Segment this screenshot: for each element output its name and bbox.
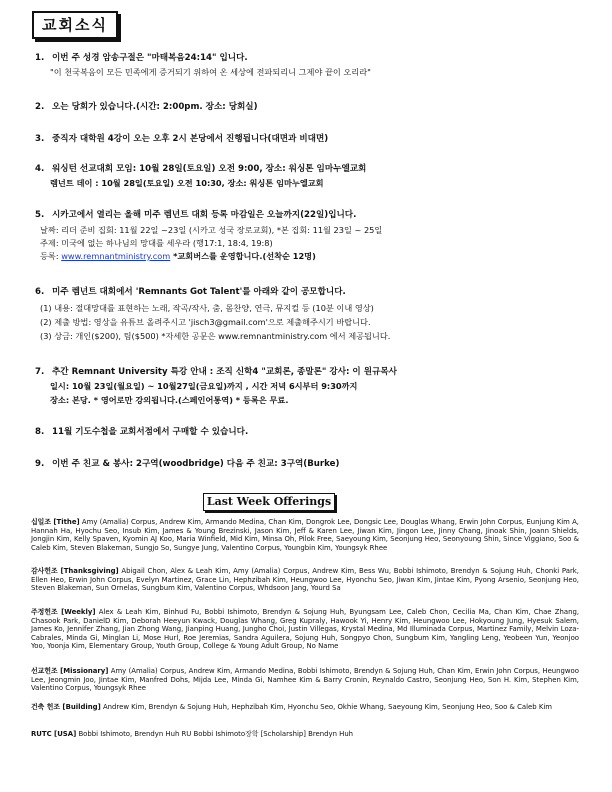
item-number: 9. [35,459,45,469]
offering-group-rutc [31,730,579,739]
offering-label: 건축 헌조 [Building] [31,703,101,711]
item-text: 이번 주 성경 암송구절은 "마태복음24:14" 입니다. [52,53,248,63]
offering-group-thanksgiving [31,567,579,593]
news-item-2 [35,101,595,113]
item-text: 추간 Remnant University 특강 안내 : 조직 신학4 "교회론, 종말론" 강사: 이 원규목사 [52,367,397,377]
item-6-content: (1) 내용: 절대망대를 표현하는 노래, 작곡/작사, 춤, 몸찬양, 연극, 뮤지컬 등 (10분 이내 영상) [40,303,374,313]
bus-note: *교회버스를 운영합니다.(선착순 12명) [170,251,316,261]
item-number: 6. [35,287,45,297]
offering-group-weekly [31,608,579,651]
item-number: 8. [35,427,45,437]
item-text: 시카고에서 열리는 올해 미주 렘넌트 대회 등록 마감일은 오늘까지(22일)입니다. [52,210,357,220]
item-7-schedule: 일시: 10월 23일(월요일) ~ 10월27일(금요일)까지 , 시간 저녁 6시부터 9:30까지 [50,381,358,391]
offering-group-missionary [31,667,579,693]
news-item-5 [35,209,595,221]
item-text: 11월 기도수첩을 교회서점에서 구매할 수 있습니다. [52,427,249,437]
offerings-title: Last Week Offerings [203,493,335,511]
offering-label: RUTC [USA] [31,730,77,738]
item-6-submission: (2) 제출 방법: 영상을 유튜브 올려주시고 'jisch3@gmail.com'으로 제출해주시기 바랍니다. [40,317,371,327]
item-4-remnant-day: 렘넌트 데이 : 10월 28일(토요일) 오전 10:30, 장소: 워싱톤 임마누엘교회 [50,178,324,188]
item-text: 중직자 대학원 4강이 오는 오후 2시 본당에서 진행됩니다(대면과 비대면) [52,134,329,144]
item-5-date: 날짜: 리더 준비 집회: 11월 22일 ~23일 (시카고 성국 장로교회), *본 집회: 11월 23일 ~ 25일 [40,225,383,235]
offering-label: 주정헌조 [Weekly] [31,608,96,616]
item-text: 오는 당회가 있습니다.(시간: 2:00pm. 장소: 당회실) [52,102,258,112]
offering-group-building [31,703,579,712]
item-number: 5. [35,210,45,220]
page-title: 교회소식 [32,11,118,39]
news-item-3 [35,133,595,145]
news-item-8 [35,426,595,438]
item-number: 7. [35,367,45,377]
registration-label: 등록: [40,251,62,261]
offering-label: 선교헌조 [Missionary] [31,667,109,675]
offering-label: 감사헌조 [Thanksgiving] [31,567,119,575]
news-item-7 [35,366,595,378]
offering-names: Abigail Chon, Alex & Leah Kim, Amy (Amalia) Corpus, Andrew Kim, Bess Wu, Bobbi Ishimoto, Brendyn & Sojung Huh, Chonki Park, Ellen Heo, Erwin John Corpus, Evelyn Martinez, Grace Lin, Hephzibah Kim, Heungwoo Lee, Hyonchu Seo, Jiwan Kim, Jintae Kim, Pyong Arsenio, Seonjung Heo, Steven Blakeman, Sun Ornelas, Sungbum Kim, Valentino Corpus, Whdsoon Jang, Yourd Sa [31,567,579,593]
offering-names: Amy (Amalia) Corpus, Andrew Kim, Armando Medina, Bobbi Ishimoto, Brendyn & Sojung Huh, Chan Kim, Erwin John Corpus, Heungwoo Lee, Jeongmin Joo, Jintae Kim, Manfred Dohs, Mijda Lee, Minda Gi, Namhee Kim & Barry Cronin, Reynaldo Castro, Seonjung Heo, Son H. Kim, Stephen Kim, Valentino Corpus, Youngsyk Rhee [31,667,579,693]
offering-label: 십일조 [Tithe] [31,518,80,526]
offering-names: Andrew Kim, Brendyn & Sojung Huh, Hephzibah Kim, Hyonchu Seo, Okhie Whang, Saeyoung Kim, Seonjung Heo, Soo & Caleb Kim [102,703,552,711]
offering-names: Alex & Leah Kim, Binhud Fu, Bobbi Ishimoto, Brendyn & Sojung Huh, Byungsam Lee, Caleb Chon, Cecilia Ma, Chan Kim, Chae Zhang, Chasook Park, DanielD Kim, Deborah Heeyun Kwack, Douglas Whang, Greg Kupraly, Hawook Yi, Henry Kim, Heungwoo Lee, Hokyoung Jung, Hyesuk Salem, James Ko, Jennifer Zhang, Jian Zhong Wang, Jianping Huang, Jungho Choi, Justin Villegas, Krystal Medina, Md Illuminada Corpus, Martinez Family, Melvin Loza-Cabrales, Minda Gi, Minglan Li, Mose Hurl, Roe Jeremias, Sandra Aguilera, Sojung Huh, Songpyo Chon, Sungbum Kim, Yangling Leng, Yeobeen Yun, Yeonjoo Yoo, Yoonja Kim, Elementary Group, Youth Group, College & Young Adult Group, No Name [31,608,580,651]
news-item-1 [35,52,595,64]
item-6-prize: (3) 상금: 개인($200), 팀($500) *자세한 공문은 www.remnantministry.com 에서 제공됩니다. [40,331,391,341]
remnant-ministry-link[interactable]: www.remnantministry.com [61,251,171,261]
offering-names: Bobbi Ishimoto, Brendyn Huh RU Bobbi Ishimoto장학 [Scholarship] Brendyn Huh [78,730,354,738]
news-item-9 [35,458,595,470]
news-item-6 [35,286,595,298]
item-number: 3. [35,134,45,144]
item-number: 4. [35,164,45,174]
item-1-verse: "이 천국복음이 모든 민족에게 증거되기 위하여 온 세상에 전파되리니 그제야 끝이 오리라" [50,67,371,77]
item-text: 미주 렘넌트 대회에서 'Remnants Got Talent'를 아래와 같이 공모합니다. [52,287,346,297]
item-number: 1. [35,53,45,63]
item-5-registration [40,250,590,262]
item-7-location: 장소: 본당. * 영어로만 강의됩니다.(스페인어통역) * 등록은 무료. [50,395,289,405]
item-text: 워싱턴 선교대회 모임: 10월 28일(토요일) 오전 9:00, 장소: 워싱톤 임마누엘교회 [52,164,367,174]
item-5-theme: 주제: 미국에 없는 하나님의 망대를 세우라 (행17:1, 18:4, 19:8) [40,238,273,248]
news-item-4 [35,163,595,175]
offering-names: Amy (Amalia) Corpus, Andrew Kim, Armando Medina, Chan Kim, Dongrok Lee, Dongsic Lee, Douglas Whang, Erwin John Corpus, Eunjung Kim A, Hannah Ha, Hyochu Seo, Insub Kim, James & Young Brezinski, Jason Kim, Jeff & Karen Lee, Jiwan Kim, Jingon Lee, Jinny Chang, Jinoak Shin, Joann Shields, Jongjin Kim, Kelly Spaven, Kyomin AJ Koo, Maria Winfield, Mid Kim, Minsa Oh, Pilok Free, Saeyoung Kim, Seonjung Heo, Seonyoung Shin, Since Viggiano, Soo & Caleb Kim, Steven Blakeman, Sungjo So, Sungye Jung, Valentino Corpus, Youngbin Kim, Youngsyk Rhee [31,518,579,552]
item-number: 2. [35,102,45,112]
item-text: 이번 주 친교 & 봉사: 2구역(woodbridge) 다음 주 친교: 3구역(Burke) [52,459,340,469]
offering-group-tithe [31,518,579,552]
